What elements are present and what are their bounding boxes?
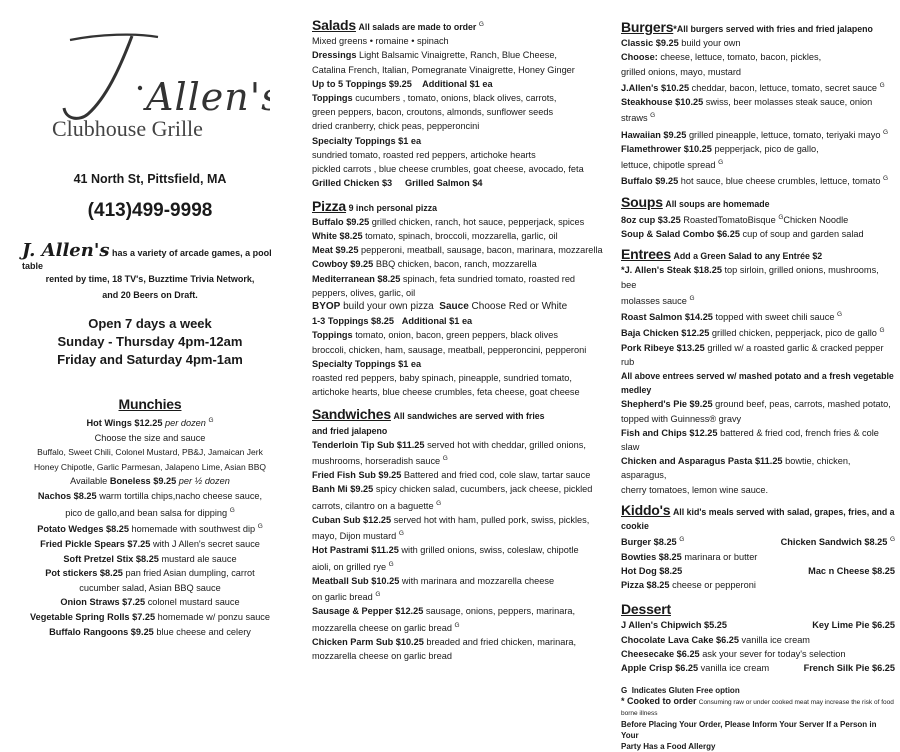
sandwich-banh-desc2: carrots, cilantro on a baguette $^G$ [312, 499, 442, 511]
sandwich-chicken-parm: Chicken Parm Sub $10.25 breaded and fried chicken, marinara, [312, 636, 577, 647]
pizza-specialty1: roasted red peppers, baby spinach, pineapple, sundried tomato, [312, 372, 572, 383]
salad-toppings3: dried cranberry, chick peas, pepperoncini [312, 121, 480, 132]
kids-row1 [621, 533, 895, 549]
allergy-note1: Before Placing Your Order, Please Inform Your Server If a Person in Your [621, 720, 877, 741]
burgers-section: Burgers*All burgers served with fries and fried jalapeno Classic $9.25 build your own Choose: cheese, lettuce, tomato, bacon, pickles, grilled onions, mayo, mustard J.Allen's $10.25 cheddar, bacon, lettuce, tomato, secret sauce $^G$ Steakhouse $10.25 swiss, beer molasses steak sauce, onion straws $^G$ Hawaiian $9.25 grilled pineapple, lettuce, tomato, teriyaki mayo $^G$ Flamethrower $10.25 pepperjack, pico de gallo, lettuce, chipotle spread $^G$ Buffalo $9.25 hot sauce, blue cheese crumbles, lettuce, tomato $^G$ [621, 20, 895, 189]
burger-steakhouse: Steakhouse $10.25 swiss, beer molasses steak sauce, onion straws $^G$ [621, 97, 873, 124]
dessert-apple-crisp: Apple Crisp $6.25 vanilla ice cream [621, 662, 770, 673]
entrees-title: Entrees [621, 246, 671, 263]
burger-flame-desc2: lettuce, chipotle spread $^G$ [621, 159, 724, 171]
dessert-title: Dessert [621, 601, 671, 618]
burgers-title: Burgers [621, 19, 674, 35]
about-line3: and 20 Beers on Draft. [102, 290, 198, 300]
munchies-title: Munchies [118, 396, 182, 412]
sandwich-sausage: Sausage & Pepper $12.25 sausage, onions, peppers, marinara, [312, 606, 576, 617]
sandwiches-title: Sandwiches [312, 406, 391, 423]
sandwich-banh-mi: Banh Mi $9.25 spicy chicken salad, cucumbers, jack cheese, pickled [312, 484, 593, 495]
sandwiches-note2: and fried jalapeno [312, 425, 388, 436]
right-column [621, 0, 895, 752]
munchies-section [0, 396, 300, 639]
salad-dressings2: Catalina French, Italian, Pomegranate Vinaigrette, Honey Ginger [312, 64, 575, 75]
entree-served-note: All above entrees served w/ mashed potato and a fresh vegetable medley [621, 371, 894, 396]
pizza-med-desc2: peppers, olives, garlic, oil [312, 287, 416, 298]
entree-pasta: Chicken and Asparagus Pasta $11.25 bowtie, chicken, asparagus, [621, 456, 851, 481]
kiddos-section: Kiddo's All kid's meals served with salad, grapes, fries, and a cookie Burger $8.25 $^G$ Chicken Sandwich $8.25 $^G$ Bowties $8.25 marinara or butter Hot Dog $8.25 Mac n Cheese $8.25 Pizza $8.25 cheese or pepperoni [621, 503, 895, 592]
phone-number: (413)499-9998 [87, 200, 213, 221]
about-line2: rented by time, 18 TV's, Buzztime Trivia Network, [45, 274, 255, 284]
hours-line3: Friday and Saturday 4pm-1am [57, 352, 243, 367]
wings-sauces1: Buffalo, Sweet Chili, Colonel Mustard, PB&J, Jamaican Jerk [37, 447, 263, 458]
menu-item-pretzel: Soft Pretzel Stix $8.25 mustard ale sauce [63, 553, 237, 564]
nachos-desc2: pico de gallo,and bean salsa for dipping $^G$ [65, 506, 235, 518]
pot-stickers-desc2: cucumber salad, Asian BBQ sauce [79, 582, 221, 593]
cooked-to-order-note: * Cooked to order Consuming raw or under cooked meat may increase the risk of food [621, 696, 894, 707]
pizza-specialty: Specialty Toppings $1 ea [312, 358, 422, 369]
menu-item-spring-rolls: Vegetable Spring Rolls $7.25 homemade w/ ponzu sauce [29, 611, 271, 622]
logo-script-graphic [40, 28, 270, 158]
entree-steak-desc2: molasses sauce $^G$ [621, 294, 695, 306]
pizza-white: White $8.25 tomato, spinach, broccoli, mozzarella, garlic, oil [312, 230, 558, 241]
middle-column [312, 0, 604, 695]
sandwich-meatball: Meatball Sub $10.25 with marinara and mozzarella cheese [312, 575, 555, 586]
burger-hawaiian: Hawaiian $9.25 grilled pineapple, lettuce, tomato, teriyaki mayo $^G$ [621, 128, 889, 140]
sandwich-pastrami-desc2: aioli, on grilled rye $^G$ [312, 560, 394, 572]
salads-section: Salads All salads are made to order $^G$ Mixed greens • romaine • spinach Dressings Light Balsamic Vinaigrette, Ranch, Blue Cheese, Catalina French, Italian, Pomegranate Vinaigrette, Honey Ginger Up to 5 Toppings $9.25 Additional $1 ea Toppings cucumbers , tomato, onions, black olives, carrots, green peppers, bacon, croutons, almonds, sunflower seeds dried cranberry, chick peas, pepperoncini Specialty Toppings $1 ea sundried tomato, roasted red peppers, artichoke hearts pickled carrots , blue cheese crumbles, goat cheese, avocado, feta Grilled Chicken $3 Grilled Salmon $4 [312, 18, 604, 191]
pizza-toppings2: broccoli, chicken, ham, sausage, meatball, pepperoncini, pepperoni [312, 344, 587, 355]
gluten-free-mark: G [208, 417, 214, 424]
entree-salmon: Roast Salmon $14.25 topped with sweet chili sauce $^G$ [621, 311, 843, 323]
pizza-specialty2: artichoke hearts, blue cheese crumbles, feta cheese, goat cheese [312, 387, 580, 398]
dessert-row4 [621, 661, 895, 675]
burger-jallens: J.Allen's $10.25 cheddar, bacon, lettuce, tomato, secret sauce $^G$ [621, 81, 885, 93]
svg-text:Allen's: Allen's [146, 75, 270, 119]
kids-burger: Burger $8.25 $^G$ [621, 536, 685, 548]
menu-item-nachos: Nachos $8.25 warm tortilla chips,nacho cheese sauce, [37, 491, 263, 502]
salad-specialty2: pickled carrots , blue cheese crumbles, goat cheese, avocado, feta [312, 164, 584, 175]
address: 41 North St, Pittsfield, MA [73, 172, 227, 186]
salad-greens: Mixed greens • romaine • spinach [312, 36, 449, 47]
menu-item-hot-wings: Hot Wings $12.25 per dozen $^G$ [86, 417, 214, 429]
about-brand: J. Allen's [22, 240, 110, 261]
menu-item-fried-pickle: Fried Pickle Spears $7.25 with J Allen's secret sauce [40, 538, 260, 549]
logo-subtitle: Clubhouse Grille [52, 116, 203, 141]
kids-hot-dog: Hot Dog $8.25 [621, 565, 683, 576]
pizza-title: Pizza [312, 197, 347, 214]
menu-item-potato-wedges: Potato Wedges $8.25 homemade with southwest dip $^G$ [37, 523, 263, 535]
allergy-note2: Party Has a Food Allergy [621, 742, 716, 752]
sandwich-meatball-desc2: on garlic bread $^G$ [312, 591, 381, 603]
kids-pizza: Pizza $8.25 cheese or pepperoni [621, 579, 756, 590]
dessert-lava: Chocolate Lava Cake $6.25 vanilla ice cream [621, 634, 810, 645]
pizza-upto: 1-3 Toppings $8.25 Additional $1 ea [312, 316, 473, 327]
dessert-chipwich: J Allen's Chipwich $5.25 [621, 620, 728, 631]
pizza-meat: Meat $9.25 pepperoni, meatball, sausage, bacon, marinara, mozzarella [312, 245, 603, 256]
entrees-section: Entrees Add a Green Salad to any Entrée $2 *J. Allen's Steak $18.25 top sirloin, grilled onions, mushrooms, bee molasses sauce $^G$ Roast Salmon $14.25 topped with sweet chili sauce $^G$ Baja Chicken $12.25 grilled chicken, pepperjack, pico de gallo $^G$ Pork Ribeye $13.25 grilled w/ a roasted garlic & cracked pepper rub All above entrees served w/ mashed potato and a fresh vegetable medley Shepherd's Pie $9.25 ground beef, peas, carrots, mashed potato, topped with Guinness® gravy Fish and Chips $12.25 battered & fried cod, french fries & cole slaw Chicken and Asparagus Pasta $11.25 bowtie, chicken, asparagus, cherry tomatoes, lemon wine sauce. [621, 247, 895, 497]
footer-notes [621, 685, 895, 752]
sandwich-tenderloin: Tenderloin Tip Sub $11.25 served hot with cheddar, grilled onions, [312, 439, 586, 450]
salad-upto: Up to 5 Toppings $9.25 Additional $1 ea [312, 78, 493, 89]
entree-steak: *J. Allen's Steak $18.25 top sirloin, grilled onions, mushrooms, bee [621, 265, 879, 290]
entree-shep-desc2: topped with Guinness® gravy [621, 413, 742, 424]
dessert-french-silk: French Silk Pie $6.25 [803, 662, 895, 673]
menu-item-rangoons: Buffalo Rangoons $9.25 blue cheese and celery [49, 626, 251, 637]
dessert-cheesecake: Cheesecake $6.25 ask your sever for today's selection [621, 648, 846, 659]
soup-combo: Soup & Salad Combo $6.25 cup of soup and garden salad [621, 229, 864, 240]
entree-fish: Fish and Chips $12.25 battered & fried cod, french fries & cole slaw [621, 427, 879, 453]
hours-line2: Sunday - Thursday 4pm-12am [57, 334, 243, 349]
kids-row3 [621, 564, 895, 578]
kids-mac: Mac n Cheese $8.25 [808, 565, 895, 576]
wings-sauces2: Honey Chipotle, Garlic Parmesan, Jalapeno Lime, Asian BBQ [34, 461, 266, 472]
kids-chicken-sandwich: Chicken Sandwich $8.25 $^G$ [780, 536, 895, 548]
sandwich-fish: Fried Fish Sub $9.25 Battered and fried cod, cole slaw, tartar sauce [312, 470, 591, 481]
burger-choose: Choose: cheese, lettuce, tomato, bacon, pickles, [621, 52, 822, 63]
wings-subtext: Choose the size and sauce [94, 432, 206, 443]
entree-pork: Pork Ribeye $13.25 grilled w/ a roasted garlic & cracked pepper rub [621, 342, 884, 367]
about-line1 [22, 240, 292, 271]
salad-dressings: Dressings Light Balsamic Vinaigrette, Ranch, Blue Cheese, [312, 50, 557, 61]
gluten-free-note: G Indicates Gluten Free option [621, 686, 740, 696]
menu-item-boneless: Available Boneless $9.25 per ½ dozen [70, 476, 230, 487]
sandwich-cuban: Cuban Sub $12.25 served hot with ham, pulled pork, swiss, pickles, [312, 514, 590, 525]
soups-title: Soups [621, 193, 663, 210]
sandwich-parm-desc2: mozzarella cheese on garlic bread [312, 650, 452, 661]
dessert-row1 [621, 618, 895, 632]
hours-line1: Open 7 days a week [88, 316, 212, 331]
entree-shepherds: Shepherd's Pie $9.25 ground beef, peas, carrots, mashed potato, [621, 399, 891, 410]
sandwich-tenderloin-desc2: mushrooms, horseradish sauce $^G$ [312, 454, 448, 467]
kids-bowties: Bowties $8.25 marinara or butter [621, 551, 758, 562]
pizza-buffalo: Buffalo $9.25 grilled chicken, ranch, hot sauce, pepperjack, spices [312, 216, 585, 227]
dessert-key-lime: Key Lime Pie $6.25 [812, 620, 895, 631]
menu-item-onion-straws: Onion Straws $7.25 colonel mustard sauce [60, 597, 240, 608]
burger-buffalo: Buffalo $9.25 hot sauce, blue cheese crumbles, lettuce, tomato $^G$ [621, 175, 889, 187]
pizza-cowboy: Cowboy $9.25 BBQ chicken, bacon, ranch, mozzarella [312, 259, 537, 270]
entree-baja: Baja Chicken $12.25 grilled chicken, pepperjack, pico de gallo $^G$ [621, 327, 885, 339]
pizza-section: Pizza 9 inch personal pizza Buffalo $9.25 grilled chicken, ranch, hot sauce, pepperjack, spices White $8.25 tomato, spinach, broccoli, mozzarella, garlic, oil Meat $9.25 pepperoni, meatball, sausage, bacon, marinara, mozzarella Cowboy $9.25 BBQ chicken, bacon, ranch, mozzarella Mediterranean $8.25 spinach, feta sundried tomato, roasted red peppers, olives, garlic, oil BYOP build your own pizza Sauce Choose Red or White 1-3 Toppings $8.25 Additional $1 ea Toppings tomato, onion, bacon, green peppers, black olives broccoli, chicken, ham, sausage, meatball, pepperoncini, pepperoni Specialty Toppings $1 ea roasted red peppers, baby spinach, pineapple, sundried tomato, artichoke hearts, blue cheese crumbles, feta cheese, goat cheese [312, 199, 604, 400]
salad-specialty1: sundried tomato, roasted red peppers, artichoke hearts [312, 149, 536, 160]
salad-toppings2: green peppers, bacon, croutons, almonds, sunflower seeds [312, 107, 554, 118]
dessert-section [621, 602, 895, 675]
kiddos-title: Kiddo's [621, 501, 671, 518]
burger-flamethrower: Flamethrower $10.25 pepperjack, pico de gallo, [621, 143, 819, 154]
entree-pasta-desc2: cherry tomatoes, lemon wine sauce. [621, 484, 769, 495]
salads-title: Salads [312, 17, 356, 34]
soups-section: Soups All soups are homemade 8oz cup $3.25 RoastedTomatoBisque $^G$Chicken Noodle Soup & Salad Combo $6.25 cup of soup and garden salad [621, 195, 895, 242]
salad-toppings: Toppings cucumbers , tomato, onions, black olives, carrots, [312, 93, 557, 104]
restaurant-logo [40, 28, 270, 158]
sandwich-pastrami: Hot Pastrami $11.25 with grilled onions, swiss, coleslaw, chipotle [312, 545, 579, 556]
pizza-toppings: Toppings tomato, onion, bacon, green peppers, black olives [312, 330, 558, 341]
soup-cup: 8oz cup $3.25 RoastedTomatoBisque $^G$Chicken Noodle [621, 213, 849, 225]
pizza-byop: BYOP build your own pizza Sauce Choose Red or White [312, 300, 568, 312]
about-text1: has a variety of arcade games, a pool table [22, 248, 272, 271]
sandwich-cuban-desc2: mayo, Dijon mustard $^G$ [312, 530, 404, 542]
salad-proteins: Grilled Chicken $3 Grilled Salmon $4 [312, 178, 483, 189]
sandwich-sausage-desc2: mozzarella cheese on garlic bread $^G$ [312, 621, 460, 633]
cooked-note2: borne illness [621, 710, 658, 718]
menu-item-pot-stickers: Pot stickers $8.25 pan fried Asian dumpling, carrot [45, 568, 255, 579]
burger-classic: Classic $9.25 build your own [621, 38, 741, 49]
pizza-mediterranean: Mediterranean $8.25 spinach, feta sundried tomato, roasted red [312, 273, 576, 284]
salad-specialty: Specialty Toppings $1 ea [312, 135, 422, 146]
left-column [0, 0, 300, 695]
sandwiches-section: Sandwiches All sandwiches are served with fries and fried jalapeno Tenderloin Tip Sub $11.25 served hot with cheddar, grilled onions, mushrooms, horseradish sauce $^G$ Fried Fish Sub $9.25 Battered and fried cod, cole slaw, tartar sauce Banh Mi $9.25 spicy chicken salad, cucumbers, jack cheese, pickled carrots, cilantro on a baguette $^G$ Cuban Sub $12.25 served hot with ham, pulled pork, swiss, pickles, mayo, Dijon mustard $^G$ Hot Pastrami $11.25 with grilled onions, swiss, coleslaw, chipotle aioli, on grilled rye $^G$ Meatball Sub $10.25 with marinara and mozzarella cheese on garlic bread $^G$ Sausage & Pepper $12.25 sausage, onions, peppers, marinara, mozzarella cheese on garlic bread $^G$ Chicken Parm Sub $10.25 breaded and fried chicken, marinara, mozzarella cheese on garlic bread [312, 407, 604, 663]
burger-choose2: grilled onions, mayo, mustard [621, 66, 742, 77]
